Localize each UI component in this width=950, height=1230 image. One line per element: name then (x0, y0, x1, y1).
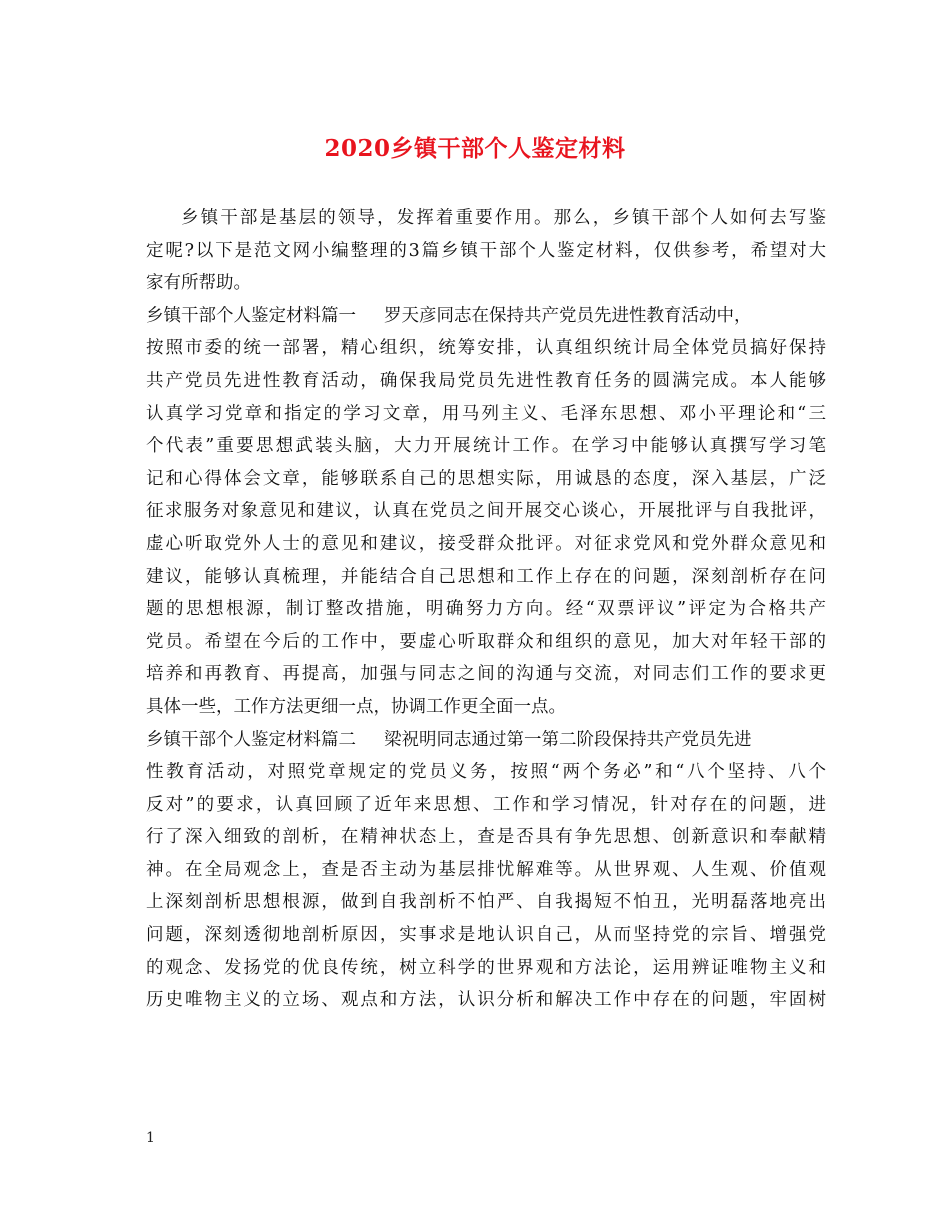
section-1-line: 建议，能够认真梳理，并能结合自己思想和工作上存在的问题，深刻剖析存在问 (146, 566, 826, 587)
intro-line: 定呢?以下是范文网小编整理的3篇乡镇干部个人鉴定材料，仅供参考，希望对大 (146, 240, 826, 261)
section-1-line: 征求服务对象意见和建议，认真在党员之间开展交心谈心，开展批评与自我批评， (146, 501, 826, 522)
document-body (146, 202, 826, 1017)
page-number: 1 (146, 1130, 155, 1146)
section-1-line: 记和心得体会文章，能够联系自己的思想实际，用诚恳的态度，深入基层，广泛 (146, 468, 826, 489)
section-1-line: 共产党员先进性教育活动，确保我局党员先进性教育任务的圆满完成。本人能够 (146, 370, 826, 391)
section-2-line: 上深刻剖析思想根源，做到自我剖析不怕严、自我揭短不怕丑，光明磊落地亮出 (146, 892, 826, 913)
section-1-first-line: 罗天彦同志在保持共产党员先进性教育活动中， (384, 305, 752, 326)
section-1-line: 党员。希望在今后的工作中，要虚心听取群众和组织的意见，加大对年轻干部的 (146, 631, 826, 652)
document-title: 2020乡镇干部个人鉴定材料 (324, 135, 626, 162)
section-2-line: 性教育活动，对照党章规定的党员义务，按照“两个务必”和“八个坚持、八个 (146, 762, 826, 783)
section-2-heading: 乡镇干部个人鉴定材料篇二 (146, 729, 356, 750)
section-2-line: 神。在全局观念上，查是否主动为基层排忧解难等。从世界观、人生观、价值观 (146, 859, 826, 880)
section-1-line: 题的思想根源，制订整改措施，明确努力方向。经“双票评议”评定为合格共产 (146, 599, 826, 620)
section-2-line: 的观念、发扬党的优良传统，树立科学的世界观和方法论，运用辨证唯物主义和 (146, 957, 826, 978)
section-2-line: 行了深入细致的剖析，在精神状态上，查是否具有争先思想、创新意识和奉献精 (146, 827, 826, 848)
section-1-line: 培养和再教育、再提高，加强与同志之间的沟通与交流，对同志们工作的要求更 (146, 664, 826, 685)
section-2-line: 历史唯物主义的立场、观点和方法，认识分析和解决工作中存在的问题，牢固树 (146, 990, 826, 1011)
section-1-line: 个代表”重要思想武装头脑，大力开展统计工作。在学习中能够认真撰写学习笔 (146, 436, 826, 457)
section-1-line: 具体一些，工作方法更细一点，协调工作更全面一点。 (146, 696, 566, 717)
section-1-line: 按照市委的统一部署，精心组织，统筹安排，认真组织统计局全体党员搞好保持 (146, 338, 826, 359)
section-2-line: 问题，深刻透彻地剖析原因，实事求是地认识自己，从而坚持党的宗旨、增强党 (146, 925, 826, 946)
intro-line: 家有所帮助。 (146, 273, 251, 294)
section-2-line: 反对”的要求，认真回顾了近年来思想、工作和学习情况，针对存在的问题，进 (146, 794, 826, 815)
section-2-first-line: 梁祝明同志通过第一第二阶段保持共产党员先进 (384, 729, 752, 750)
section-1-heading-line (146, 300, 826, 333)
section-1-line: 认真学习党章和指定的学习文章，用马列主义、毛泽东思想、邓小平理论和“三 (146, 403, 826, 424)
intro-line: 乡镇干部是基层的领导，发挥着重要作用。那么，乡镇干部个人如何去写鉴 (181, 208, 826, 228)
section-1-line: 虚心听取党外人士的意见和建议，接受群众批评。对征求党风和党外群众意见和 (146, 533, 826, 554)
section-2-heading-line (146, 724, 826, 757)
section-1-heading: 乡镇干部个人鉴定材料篇一 (146, 305, 356, 326)
